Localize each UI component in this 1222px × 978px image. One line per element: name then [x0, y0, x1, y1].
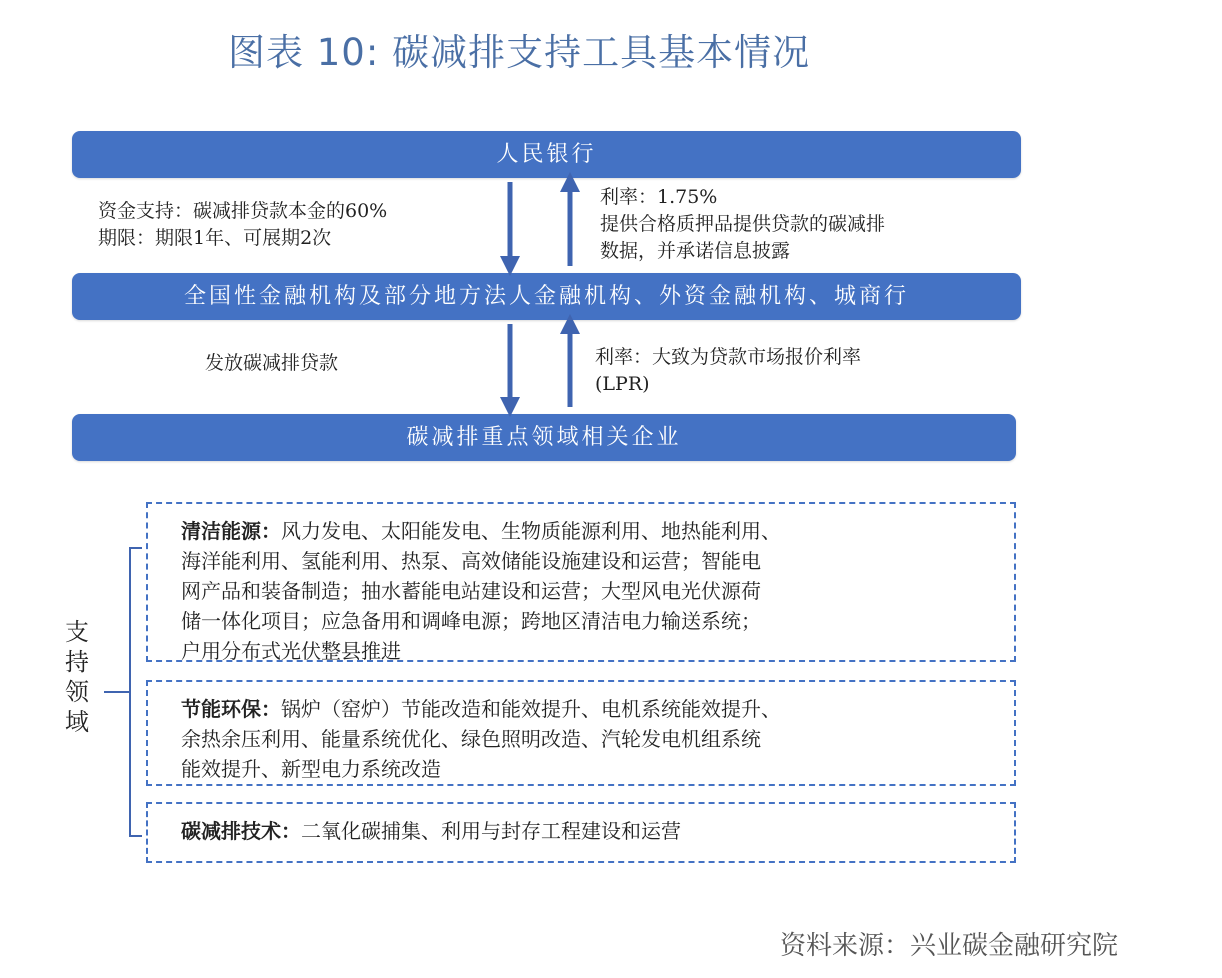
support-label-char: 支 — [65, 618, 89, 646]
carbon-tech-label: 碳减排技术： — [181, 819, 301, 843]
rate-note-line: 数据，并承诺信息披露 — [600, 240, 791, 262]
energy-saving-line-2: 余热余压利用、能量系统优化、绿色照明改造、汽轮发电机组系统 — [181, 727, 761, 751]
support-label-char: 域 — [65, 708, 89, 736]
funding-note — [98, 198, 387, 252]
source-note: 资料来源：兴业碳金融研究院 — [780, 931, 1119, 961]
clean-energy-line-1 — [181, 516, 984, 546]
clean-energy-line-3: 网产品和装备制造；抽水蓄能电站建设和运营；大型风电光伏源荷 — [181, 579, 761, 603]
pboc-bar: 人民银行 — [72, 131, 1021, 178]
carbon-tech-box — [146, 802, 1016, 863]
rate-note-line: 利率：1.75% — [600, 186, 718, 208]
energy-saving-line-3: 能效提升、新型电力系统改造 — [181, 757, 441, 781]
rate-note — [600, 184, 885, 265]
chart-title: 图表 10: 碳减排支持工具基本情况 — [228, 31, 811, 74]
lpr-note-line: 利率：大致为贷款市场报价利率 — [595, 346, 862, 368]
lpr-note — [595, 344, 861, 398]
energy-saving-box — [146, 680, 1016, 786]
carbon-tech-line-1 — [181, 816, 984, 846]
clean-energy-line-2: 海洋能利用、氢能利用、热泵、高效储能设施建设和运营；智能电 — [181, 549, 761, 573]
energy-saving-line-1 — [181, 694, 984, 724]
support-label-char: 领 — [65, 678, 89, 706]
support-areas-label — [62, 617, 92, 737]
financial-institutions-bar: 全国性金融机构及部分地方法人金融机构、外资金融机构、城商行 — [72, 273, 1021, 320]
carbon-tech-text: 二氧化碳捕集、利用与封存工程建设和运营 — [301, 819, 681, 843]
clean-energy-label: 清洁能源： — [181, 519, 281, 543]
lpr-note-line: (LPR) — [595, 373, 650, 395]
clean-energy-text: 风力发电、太阳能发电、生物质能源利用、地热能利用、 — [281, 519, 781, 543]
loan-note — [205, 350, 338, 377]
loan-note-line: 发放碳减排贷款 — [205, 352, 339, 374]
support-bracket — [104, 548, 142, 836]
energy-saving-label: 节能环保： — [181, 697, 281, 721]
clean-energy-line-4: 储一体化项目；应急备用和调峰电源；跨地区清洁电力输送系统； — [181, 609, 761, 633]
enterprises-bar: 碳减排重点领域相关企业 — [72, 414, 1016, 461]
clean-energy-line-5: 户用分布式光伏整县推进 — [181, 639, 401, 663]
funding-note-line: 资金支持：碳减排贷款本金的60% — [98, 200, 388, 222]
rate-note-line: 提供合格质押品提供贷款的碳减排 — [600, 213, 886, 235]
funding-note-line: 期限：期限1年、可展期2次 — [98, 227, 332, 249]
energy-saving-text: 锅炉（窑炉）节能改造和能效提升、电机系统能效提升、 — [281, 697, 781, 721]
clean-energy-box — [146, 502, 1016, 662]
support-label-char: 持 — [65, 648, 89, 676]
